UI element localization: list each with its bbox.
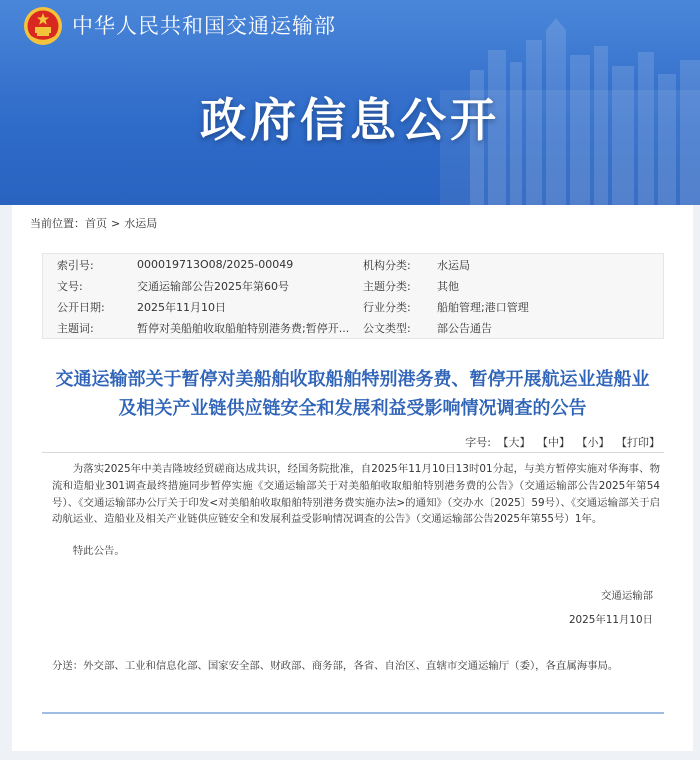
- closing-text: 特此公告。: [72, 545, 125, 557]
- document-title-line: 交通运输部关于暂停对美船舶收取船舶特别港务费、暂停开展航运业造船业: [55, 369, 650, 390]
- body-line: 调查最终措施同步暂停实施《交通运输部关于对美船舶收取船舶特别港务费的公告》（交通运输部公告2025年第54号）、《交通运输部办公厅关: [52, 479, 660, 509]
- meta-value: 部公告通告: [437, 321, 492, 335]
- meta-value: 2025年11月10日: [137, 300, 226, 314]
- font-small-button[interactable]: 【小】: [576, 436, 610, 449]
- body-line: 为落实2025年中美吉隆坡经贸磋商达成共识，经国务院批准，自2025年11月10日13时01分起，与美方暂停实施对华海事、物流和造船业301: [52, 463, 660, 492]
- meta-value: 船舶管理;港口管理: [437, 300, 529, 314]
- signature-date: 2025年11月10日: [568, 614, 653, 626]
- print-button[interactable]: 【打印】: [616, 436, 660, 449]
- font-size-label: 字号:: [465, 436, 491, 449]
- meta-key: 公文类型:: [363, 321, 411, 335]
- table-row: [43, 275, 664, 296]
- meta-value: 暂停对美船舶收取船舶特别港务费;暂停开...: [137, 321, 350, 335]
- meta-key: 索引号:: [57, 258, 94, 272]
- breadcrumb-prefix: 当前位置：: [30, 217, 85, 230]
- banner-title: 政府信息公开: [200, 93, 500, 147]
- font-large-button[interactable]: 【大】: [497, 436, 531, 449]
- meta-value: 交通运输部公告2025年第60号: [137, 279, 289, 293]
- divider: [42, 452, 664, 453]
- breadcrumb-home-link[interactable]: 首页: [85, 217, 107, 230]
- meta-key: 主题分类:: [363, 279, 411, 293]
- distribution-list: 分送：外交部、工业和信息化部、国家安全部、财政部、商务部，各省、自治区、直辖市交通运输厅（委），各直属海事局。: [52, 660, 619, 672]
- document-metadata-table: [42, 253, 664, 339]
- ministry-name: 中华人民共和国交通运输部: [72, 14, 336, 38]
- breadcrumb-bureau-link[interactable]: 水运局: [124, 217, 158, 230]
- national-emblem-icon: [23, 6, 63, 46]
- signer: 交通运输部: [601, 590, 653, 602]
- table-row: [43, 317, 664, 339]
- meta-value: 其他: [437, 279, 459, 293]
- font-medium-button[interactable]: 【中】: [537, 436, 570, 449]
- meta-value: 水运局: [437, 258, 470, 272]
- divider: [42, 712, 664, 714]
- body-line: 于印发<对美船舶收取船舶特别港务费实施办法>的通知》（交办水〔2025〕59号）、《交通运输部关于启动航运业、造船业及相关产业链供应链: [52, 496, 660, 526]
- font-size-toolbar: [465, 434, 660, 450]
- document-title: [12, 365, 693, 423]
- meta-key: 文号:: [57, 279, 83, 293]
- breadcrumb: [30, 215, 157, 231]
- body-paragraph: [52, 461, 660, 528]
- meta-key: 机构分类:: [363, 258, 411, 272]
- meta-key: 行业分类:: [363, 300, 411, 314]
- breadcrumb-separator: >: [111, 217, 121, 230]
- header-banner: [0, 0, 700, 205]
- content-panel: [12, 205, 693, 751]
- table-row: [43, 254, 664, 276]
- meta-value: 000019713O08/2025-00049: [137, 258, 294, 271]
- meta-key: 主题词:: [57, 321, 94, 335]
- meta-key: 公开日期:: [57, 300, 105, 314]
- body-line: 安全和发展利益受影响情况调查的公告》（交通运输部公告2025年第55号）1年。: [228, 513, 603, 526]
- table-row: [43, 296, 664, 317]
- document-body: [52, 461, 660, 528]
- document-title-line: 及相关产业链供应链安全和发展利益受影响情况调查的公告: [118, 398, 587, 419]
